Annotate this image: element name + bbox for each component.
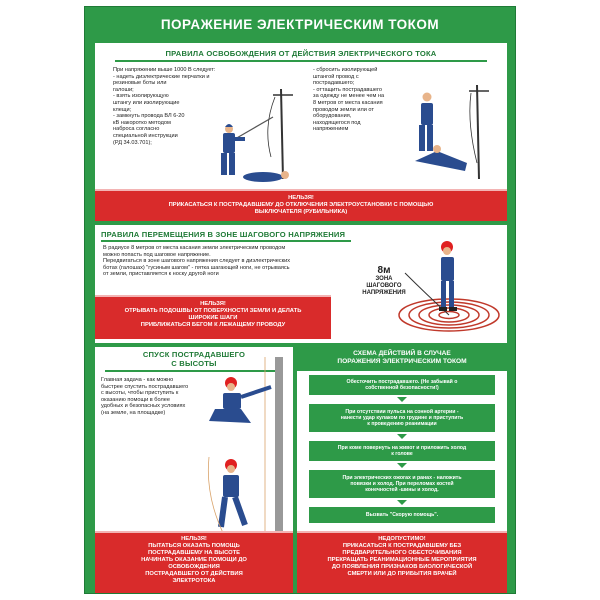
poster-title: ПОРАЖЕНИЕ ЭЛЕКТРИЧЕСКИМ ТОКОМ bbox=[160, 17, 440, 32]
warning-title: НЕЛЬЗЯ! bbox=[181, 536, 207, 542]
release-section bbox=[95, 43, 507, 221]
release-left-text: При напряжении выше 1000 В следует: - надеть диэлектрические перчатки и резиновые боты или галоши; - взять изолирующую штангу или изолирующие клещи; - замкнуть провода ВЛ 6-20 кВ накоротко методом наброса согласно специальной инструкции (РД 34.03.701); bbox=[113, 67, 216, 146]
descent-section bbox=[95, 347, 293, 593]
release-heading: ПРАВИЛА ОСВОБОЖДЕНИЯ ОТ ДЕЙСТВИЯ ЭЛЕКТРИЧЕСКОГО ТОКА bbox=[165, 49, 437, 58]
scheme-step-1 bbox=[309, 375, 495, 395]
scheme-step-text: При коме повернуть на живот и приложить холод к голове bbox=[337, 444, 467, 457]
scheme-step-text: Обесточить пострадавшего. (Не забывай о собственной безопасности!) bbox=[346, 378, 458, 391]
step-voltage-warning bbox=[95, 295, 331, 339]
divider bbox=[115, 60, 487, 62]
warning-text: ОТРЫВАТЬ ПОДОШВЫ ОТ ПОВЕРХНОСТИ ЗЕМЛИ И ДЕЛАТЬ ШИРОКИЕ ШАГИ ПРИБЛИЖАТЬСЯ БЕГОМ К ЛЕЖАЩЕМУ ПРОВОДУ bbox=[124, 308, 302, 328]
scheme-step-3 bbox=[309, 441, 495, 461]
warning-text: ПРИКАСАТЬСЯ К ПОСТРАДАВШЕМУ ДО ОТКЛЮЧЕНИЯ ЭЛЕКТРОУСТАНОВКИ С ПОМОЩЬЮ ВЫКЛЮЧАТЕЛЯ (РУБИЛЬНИКА) bbox=[168, 202, 434, 215]
release-right-text: - сбросить изолирующей штангой провод с пострадавшего; - оттащить пострадавшего за одежду не менее чем на 8 метров от места касания проводом земли или от оборудования, находящегося под напряжением bbox=[313, 67, 385, 133]
warning-text: ПЫТАТЬСЯ ОКАЗАТЬ ПОМОЩЬ ПОСТРАДАВШЕМУ НА ВЫСОТЕ НАЧИНАТЬ ОКАЗАНИЕ ПОМОЩИ ДО ОСВОБОЖДЕНИЯ ПОСТРАДАВШЕГО ОТ ДЕЙСТВИЯ ЭЛЕКТРОТОКА bbox=[141, 543, 247, 584]
arrow-down-icon bbox=[397, 434, 407, 439]
step-voltage-text: В радиусе 8 метров от места касания земли электрическим проводом можно попасть под шаговое напряжение. Передвигаться в зоне шагового напряжения следует в диэлектрических ботах (галошах) "гусиным шагом" - пятка шагающей ноги, не отрываясь от земли, приставляется к носку другой ноги bbox=[103, 245, 291, 278]
descent-heading: СПУСК ПОСТРАДАВШЕГО С ВЫСОТЫ bbox=[142, 350, 246, 368]
warning-text: ПРИКАСАТЬСЯ К ПОСТРАДАВШЕМУ БЕЗ ПРЕДВАРИТЕЛЬНОГО ОБЕСТОЧИВАНИЯ ПРЕКРАЩАТЬ РЕАНИМАЦИОННЫЕ МЕРОПРИЯТИЯ ДО ПОЯВЛЕНИЯ ПРИЗНАКОВ БИОЛОГИЧЕСКОЙ СМЕРТИ ИЛИ ДО ПРИБЫТИЯ ВРАЧЕЙ bbox=[327, 543, 477, 577]
step-voltage-heading: ПРАВИЛА ПЕРЕМЕЩЕНИЯ В ЗОНЕ ШАГОВОГО НАПРЯЖЕНИЯ bbox=[101, 230, 346, 239]
divider bbox=[101, 240, 351, 242]
arrow-down-icon bbox=[397, 397, 407, 402]
scheme-warning bbox=[297, 531, 507, 593]
scheme-step-2 bbox=[309, 404, 495, 432]
arrow-down-icon bbox=[397, 500, 407, 505]
action-scheme-section bbox=[297, 347, 507, 593]
warning-title: НЕЛЬЗЯ! bbox=[200, 301, 226, 307]
arrow-down-icon bbox=[397, 463, 407, 468]
warning-title: НЕДОПУСТИМО! bbox=[378, 536, 426, 542]
rescuer-with-pole-illustration bbox=[213, 87, 308, 185]
release-warning bbox=[95, 189, 507, 221]
warning-title: НЕЛЬЗЯ! bbox=[288, 195, 314, 201]
scheme-step-4 bbox=[309, 470, 495, 498]
zone-text: ЗОНА ШАГОВОГО НАПРЯЖЕНИЯ bbox=[362, 276, 406, 296]
zone-distance: 8м bbox=[377, 265, 391, 276]
descent-warning bbox=[95, 531, 293, 593]
step-voltage-section bbox=[95, 225, 507, 343]
scheme-step-text: Вызвать "Скорую помощь". bbox=[365, 511, 439, 518]
poster bbox=[84, 6, 516, 594]
scheme-heading: СХЕМА ДЕЙСТВИЙ В СЛУЧАЕ ПОРАЖЕНИЯ ЭЛЕКТРИЧЕСКИМ ТОКОМ bbox=[297, 347, 507, 371]
scheme-step-text: При отсутствии пульса на сонной артерии - нанести удар кулаком по грудине и приступить к проведению реанимации bbox=[340, 408, 464, 428]
descent-illustration bbox=[195, 357, 291, 547]
descent-text: Главная задача - как можно быстрее спустить пострадавшего с высоты, чтобы приступить к оказанию помощи в более удобных и безопасных условиях (на земле, на площадке) bbox=[101, 377, 189, 416]
scheme-step-5 bbox=[309, 507, 495, 523]
zone-label bbox=[349, 265, 419, 297]
scheme-step-text: При электрических ожогах и ранах - наложить повязки и холод. При переломах костей конечностей -шины и холод. bbox=[342, 474, 462, 494]
dragging-victim-illustration bbox=[407, 83, 502, 183]
